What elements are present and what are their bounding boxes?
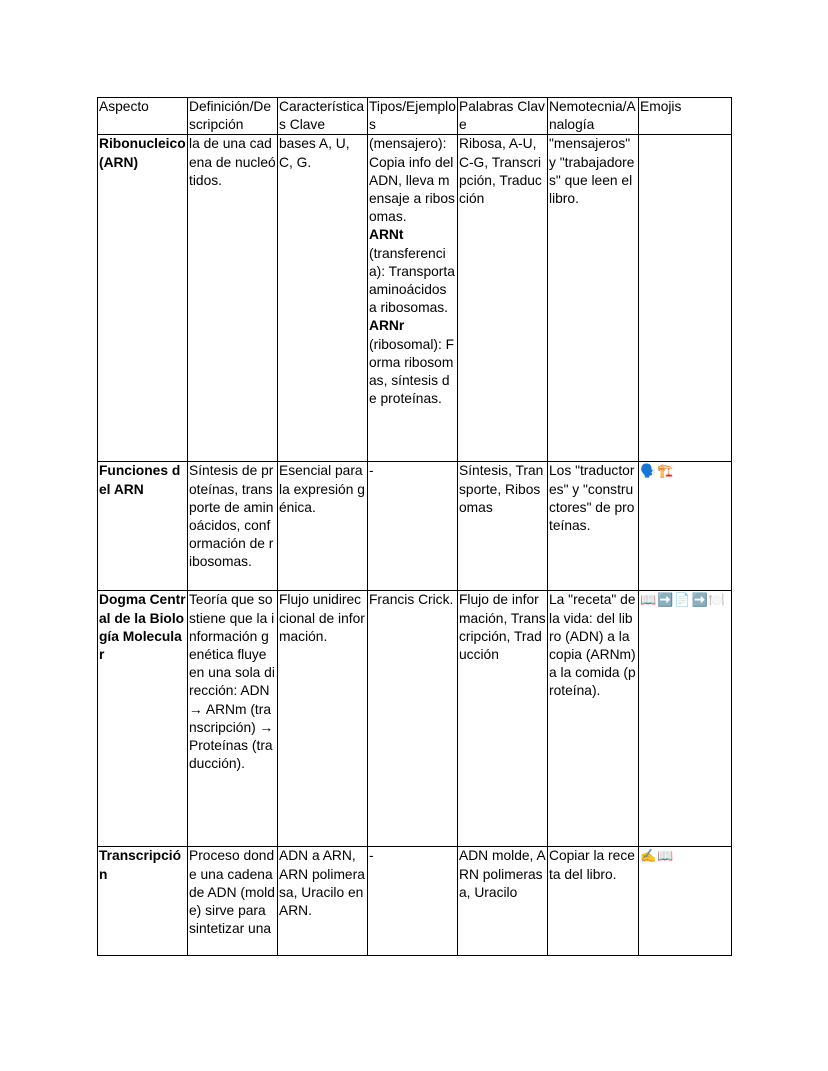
cell-nemotecnia: Copiar la receta del libro. [548,847,639,956]
cell-palabras: Síntesis, Transporte, Ribosomas [458,462,548,591]
header-cell-definicion: Definición/Descripción [188,98,278,135]
study-table [97,97,732,956]
header-cell-emojis: Emojis [639,98,732,135]
cell-palabras: ADN molde, ARN polimerasa, Uracilo [458,847,548,956]
header-cell-aspecto: Aspecto [98,98,188,135]
cell-definicion: Síntesis de proteínas, transporte de aminoácidos, conformación de ribosomas. [188,462,278,591]
table-row [98,135,732,462]
cell-caracteristicas: Esencial para la expresión génica. [278,462,368,591]
cell-emojis: 🗣️🏗️ [639,462,732,591]
header-cell-tipos: Tipos/Ejemplos [368,98,458,135]
cell-palabras: Ribosa, A-U, C-G, Transcripción, Traducción [458,135,548,462]
table-row [98,847,732,956]
cell-caracteristicas: ADN a ARN, ARN polimerasa, Uracilo en ARN. [278,847,368,956]
cell-tipos: - [368,847,458,956]
cell-definicion: la de una cadena de nucleótidos. [188,135,278,462]
cell-tipos [368,135,458,462]
cell-nemotecnia: "mensajeros" y "trabajadores" que leen el libro. [548,135,639,462]
cell-nemotecnia: La "receta" de la vida: del libro (ADN) a la copia (ARNm) a la comida (proteína). [548,591,639,847]
cell-palabras: Flujo de información, Transcripción, Traducción [458,591,548,847]
cell-aspecto: Funciones del ARN [98,462,188,591]
header-cell-caracteristicas: Características Clave [278,98,368,135]
cell-emojis [639,135,732,462]
tipo-arnt: ARNt (transferencia): Transporta aminoácidos a ribosomas. [369,227,455,316]
cell-caracteristicas: bases A, U, C, G. [278,135,368,462]
cell-emojis: ✍️📖 [639,847,732,956]
tipo-arnr: ARNr (ribosomal): Forma ribosomas, síntesis de proteínas. [369,318,455,407]
cell-definicion: Teoría que sostiene que la información genética fluye en una sola dirección: ADN → ARNm (transcripción) → Proteínas (traducción). [188,591,278,847]
cell-definicion: Proceso donde una cadena de ADN (molde) sirve para sintetizar una [188,847,278,956]
cell-nemotecnia: Los "traductores" y "constructores" de proteínas. [548,462,639,591]
cell-tipos: Francis Crick. [368,591,458,847]
tipo-arnm: (mensajero): Copia info del ADN, lleva mensaje a ribosomas. [369,136,455,225]
header-cell-nemotecnia: Nemotecnia/Analogía [548,98,639,135]
cell-emojis: 📖➡️📄➡️🍽️ [639,591,732,847]
cell-caracteristicas: Flujo unidireccional de información. [278,591,368,847]
table-row [98,462,732,591]
header-row [98,98,732,135]
cell-aspecto: Transcripción [98,847,188,956]
table-row [98,591,732,847]
cell-tipos: - [368,462,458,591]
cell-aspecto: Ribonucleico (ARN) [98,135,188,462]
header-cell-palabras: Palabras Clave [458,98,548,135]
cell-aspecto: Dogma Central de la Biología Molecular [98,591,188,847]
